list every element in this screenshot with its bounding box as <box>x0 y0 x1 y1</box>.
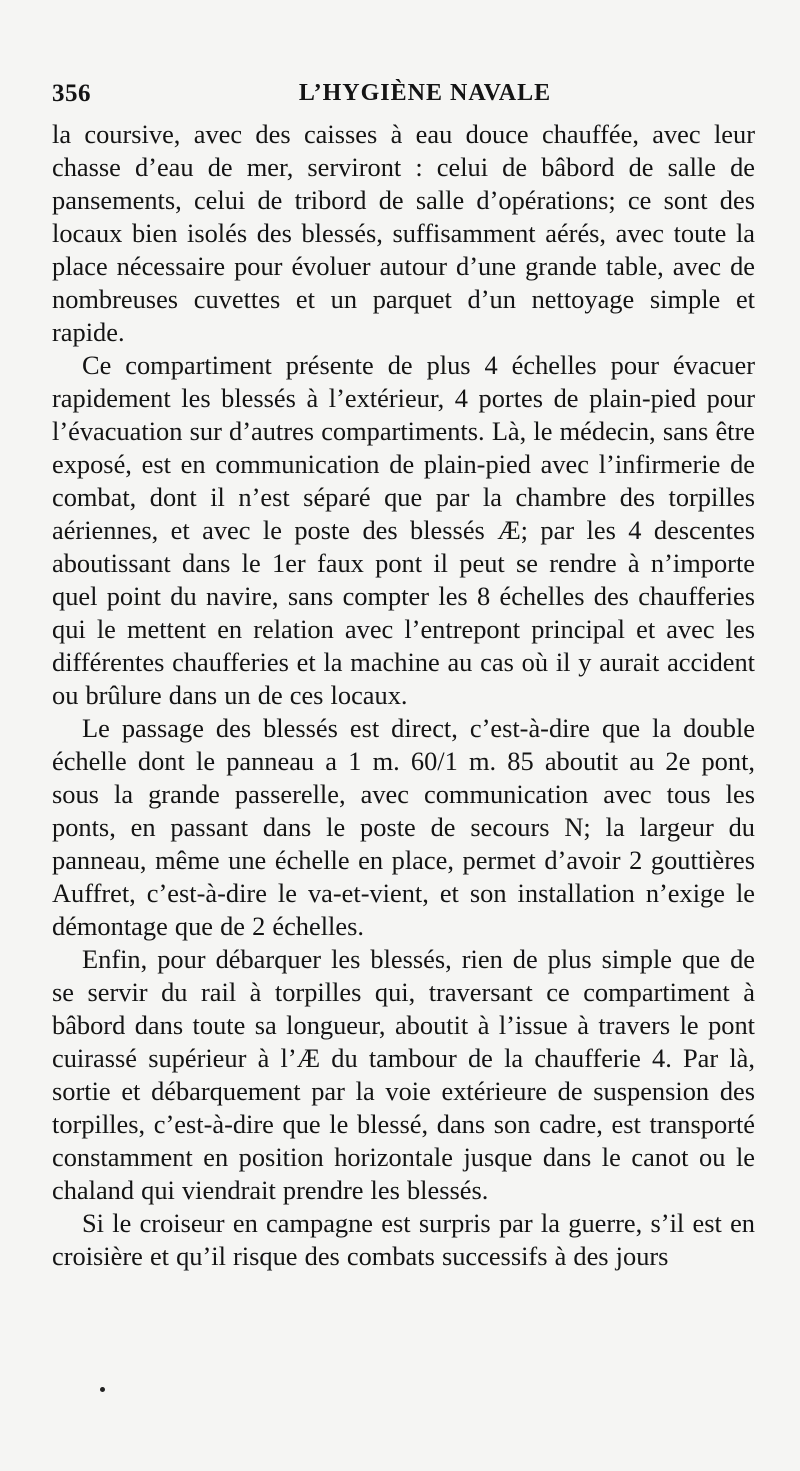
paragraph-continued: la coursive, avec des caisses à eau douce chauffée, avec leur chasse d’eau de mer, serviront : celui de bâbord de salle de pansements, celui de tribord de salle d’opérations; ce sont des locaux bien isolés des blessés, suffisamment aérés, avec toute la place nécessaire pour évoluer autour d’une grande table, avec de nombreuses cuvettes et un parquet d’un nettoyage simple et rapide. <box>52 119 755 347</box>
paragraph: Le passage des blessés est direct, c’est-à-dire que la double échelle dont le panneau a 1 m. 60/1 m. 85 aboutit au 2e pont, sous la grande passerelle, avec communication avec tous les ponts, en passant dans le poste de secours N; la largeur du panneau, même une échelle en place, permet d’avoir 2 gouttières Auffret, c’est-à-dire le va-et-vient, et son installation n’exige le démontage que de 2 échelles. <box>52 713 755 941</box>
running-title: L’HYGIÈNE NAVALE <box>298 80 552 106</box>
page-header <box>52 80 758 114</box>
page-number: 356 <box>52 80 91 107</box>
body-text <box>52 118 755 1273</box>
paragraph: Ce compartiment présente de plus 4 échelles pour évacuer rapidement les blessés à l’extérieur, 4 portes de plain-pied pour l’évacuation sur d’autres compartiments. Là, le médecin, sans être exposé, est en communication de plain-pied avec l’infirmerie de combat, dont il n’est séparé que par la chambre des torpilles aériennes, et avec le poste des blessés Æ; par les 4 descentes aboutissant dans le 1er faux pont il peut se rendre à n’importe quel point du navire, sans compter les 8 échelles des chaufferies qui le mettent en relation avec l’entrepont principal et avec les différentes chaufferies et la machine au cas où il y aurait accident ou brûlure dans un de ces locaux. <box>52 350 755 710</box>
ink-speck <box>100 1387 105 1392</box>
paragraph: Enfin, pour débarquer les blessés, rien de plus simple que de se servir du rail à torpilles qui, traversant ce compartiment à bâbord dans toute sa longueur, aboutit à l’issue à travers le pont cuirassé supérieur à l’Æ du tambour de la chaufferie 4. Par là, sortie et débarquement par la voie extérieure de suspension des torpilles, c’est-à-dire que le blessé, dans son cadre, est transporté constamment en position horizontale jusque dans le canot ou le chaland qui viendrait prendre les blessés. <box>52 944 755 1205</box>
paragraph: Si le croiseur en campagne est surpris par la guerre, s’il est en croisière et qu’il risque des combats successifs à des jours <box>52 1208 755 1271</box>
